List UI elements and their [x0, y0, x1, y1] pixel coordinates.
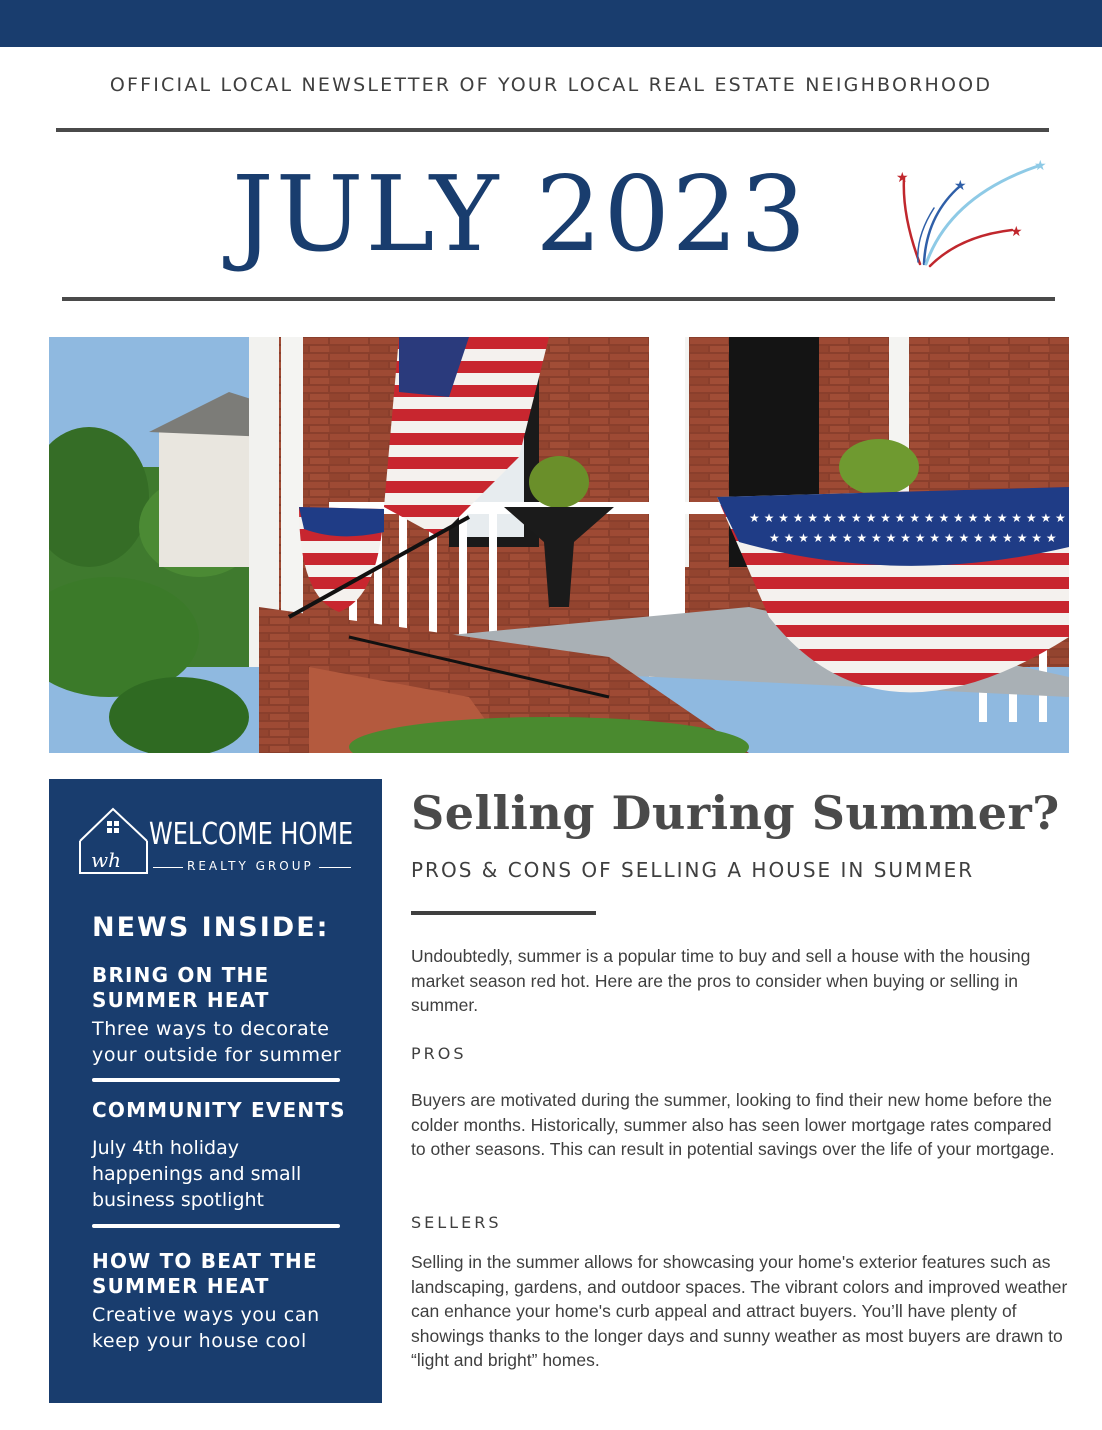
svg-text:★ ★ ★ ★ ★ ★ ★ ★ ★ ★ ★ ★ ★ ★ ★: ★ ★ ★ ★ ★ ★ ★ ★ ★ ★ ★ ★ ★ ★ ★ ★ ★ ★ ★ ★ ★ ★	[749, 511, 1066, 525]
news-item-desc-3: Creative ways you can keep your house cool	[92, 1304, 320, 1352]
article-subtitle: PROS & CONS OF SELLING A HOUSE IN SUMMER	[411, 858, 975, 882]
article-title: Selling During Summer?	[411, 786, 1060, 840]
news-item-desc-2: July 4th holiday happenings and small business spotlight	[92, 1137, 302, 1211]
fireworks-icon	[890, 156, 1050, 271]
section-body-sellers: Selling in the summer allows for showcasing your home's exterior features such as landscaping, gardens, and outdoor spaces. The vibrant colors and improved weather can enhance your home's curb appeal and attract buyers. You’ll have plenty of showings thanks to the longer days and sunny weather as most buyers are drawn to “light and bright” homes.	[411, 1252, 1068, 1370]
newsletter-tagline: OFFICIAL LOCAL NEWSLETTER OF YOUR LOCAL REAL ESTATE NEIGHBORHOOD	[109, 74, 993, 96]
news-inside-heading: NEWS INSIDE:	[92, 912, 330, 943]
logo-divider-right	[319, 867, 351, 868]
news-item-title-3-line1: HOW TO BEAT THE	[92, 1249, 318, 1273]
issue-title: JULY 2023	[232, 153, 809, 275]
news-item-title-2-line1: COMMUNITY EVENTS	[92, 1098, 346, 1122]
top-banner-bar	[0, 0, 1102, 47]
news-item-title-1-line2: SUMMER HEAT	[92, 988, 270, 1012]
news-item-desc-1: Three ways to decorate your outside for summer	[92, 1018, 342, 1066]
svg-text:wh: wh	[91, 848, 121, 872]
article-intro: Undoubtedly, summer is a popular time to buy and sell a house with the housing market season red hot. Here are the pros to consider when buying or selling in summer.	[411, 946, 1031, 1015]
svg-text:★: ★	[1034, 158, 1047, 174]
news-item-title-3-line2: SUMMER HEAT	[92, 1274, 270, 1298]
section-label-sellers: SELLERS	[411, 1213, 502, 1232]
svg-text:★: ★	[896, 170, 909, 186]
news-item-title-1	[92, 963, 270, 1013]
article-title-underline	[411, 911, 596, 915]
sidebar-separator-2	[92, 1224, 340, 1228]
logo-subtitle: REALTY GROUP	[187, 859, 314, 873]
news-item-title-2	[92, 1098, 346, 1123]
sidebar-separator-1	[92, 1078, 340, 1082]
logo-divider-left	[153, 867, 183, 868]
section-body-pros: Buyers are motivated during the summer, looking to find their new home before the colder months. Historically, summer also has seen lower mortgage rates compared to other seasons. This can result in potential savings over the life of your mortgage.	[411, 1090, 1055, 1159]
news-item-title-1-line1: BRING ON THE	[92, 963, 270, 987]
svg-text:★ ★ ★ ★ ★ ★ ★ ★ ★ ★ ★ ★ ★ ★ ★: ★ ★ ★ ★ ★ ★ ★ ★ ★ ★ ★ ★ ★ ★ ★ ★ ★ ★ ★ ★	[769, 531, 1057, 545]
section-label-pros: PROS	[411, 1044, 467, 1063]
news-item-title-3	[92, 1249, 318, 1299]
header-divider-bottom	[62, 297, 1055, 301]
svg-text:★: ★	[954, 178, 967, 194]
svg-text:★: ★	[1010, 224, 1023, 240]
header-divider-top	[56, 128, 1049, 132]
hero-photo-porch-flags	[49, 337, 1069, 753]
logo-name: WELCOME HOME	[149, 817, 354, 852]
news-inside-sidebar	[49, 779, 382, 1403]
